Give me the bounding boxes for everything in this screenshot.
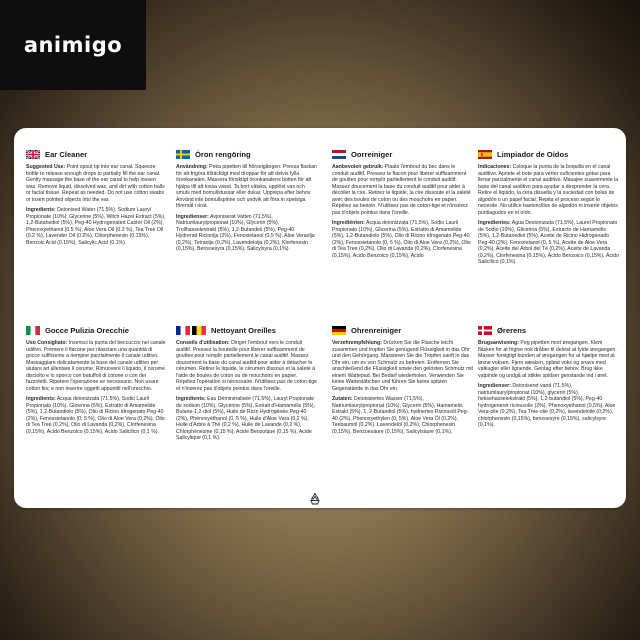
usage-label: Användning: (176, 164, 208, 170)
section-french (176, 324, 317, 446)
usage-text: Point spout tip into ear canal. Squeeze bottle to release enough drops to partially fill the ear canal. Gently massage the base of the ear canal to help loosen wax. Remove liquid, dissolved wax, and dirt with cotton balls or facial tissue. Repeat as needed. Do not use cotton swabs or insert pointed objects into the ear. (26, 164, 165, 203)
usage-paragraph (332, 340, 473, 392)
netherlands-flag-icon (332, 150, 346, 159)
ingredients-text: Acqua deionizzata (71,5%), Sodio Lauril Propionato (10%), Glicerina (5%), Estratto di Amamelide (5%), 1,2-Butandiolo (5%), Olio di Ricino Idrogenato Peg-40 (2%), Fenossietanolo (0, 5 %), Olio di Aloe Vera (0,2%), Olio di Tea Tree (0,2%), Olio di Lavanda (0,2%), Clorfenesina (0,15%), Acido Benzoico (0,15%), Acido Salicilico (0,1 %). (26, 396, 165, 435)
usage-label: Aanbevolen gebruik: (332, 164, 384, 170)
section-title: Ørerens (497, 325, 527, 335)
usage-label: Verzehrempfehlung: (332, 340, 382, 346)
ingredients-label: Ingredients: (26, 396, 56, 402)
section-spanish (478, 148, 619, 270)
brand-logo: animigo (23, 33, 123, 57)
brand-logo-box (0, 0, 146, 90)
ingredients-paragraph (332, 220, 473, 259)
ingredients-paragraph (176, 396, 317, 442)
ingredients-text: Avjoniserat Vatten (71,5%), Natriumlaurylpropionat (10%), Glycerin (5%), Trollhasselextrakt (5%), 1,2-Butandiol (5%), Peg-40 Hydrerad Ricinolja (2%), Fenoxietanol (0,5 %), Aloe Veraolja (0,2%), Tetraolja (0,2%), Lavendelolja (0,2%), Klorfenesin (0,15%), Bensoesyra (0,15%), Salicylsyra (0,1%). (176, 213, 315, 252)
usage-text: Peka pipetten till hörselgången. Pressa flaskan för att frigöra tillräckligt med droppar för att delvis fylla öronkanalen. Massera försiktigt öronkanalens botten för att hjälpa till att lossa vaxet. Ta bort vätska, upplöst vax och smuts med bomullstussar eller dukar. Upprepa efter behov. Använd inte bomullspinne och undvik att föra in spetsiga föremål i örat. (176, 164, 317, 209)
usage-paragraph (176, 340, 317, 392)
ingredients-paragraph (478, 383, 619, 429)
denmark-flag-icon (478, 326, 492, 335)
usage-label: Indicaciones: (478, 164, 512, 170)
ingredients-label: Ingredienser: (478, 383, 511, 389)
germany-flag-icon (332, 326, 346, 335)
usage-paragraph (332, 164, 473, 216)
ingredients-text: Acqua deionizzata (71,5%), Sodio Lauril Propionato (10%), Glicerina (5%), Estratto di Amamelide (5%), 1,2-Butandiolo (5%), Olio di Ricino Idrogenato Peg-40 (2%), Fenossietanolo (0, 5 %), Olio di Aloe Vera (0,2%), Olio di Tea Tree (0,2%), Olio di Lavanda (0,2%), Clorfenesina (0,15%), Acido Benzoico (0,15%), Acido (332, 220, 471, 259)
ingredients-label: Ingredientes: (478, 220, 511, 226)
usage-text: Plaats l'embout du bec dans le conduit auditif. Pressez le flacon pour libérer suffisamment de gouttes pour remplir partiellement le conduit auditif. Massez doucement la base du conduit auditif pour aider à décoller la cire. Retirez le liquide, la cire dissoute et la saleté avec des boules de coton ou des mouchoirs en papier. Répétez au besoin. N'utilisez pas de coton-tige et n'insérez pas d'objets pointus dans l'oreille. (332, 164, 471, 216)
section-title: Nettoyant Oreilles (211, 325, 276, 335)
usage-label: Brugsanvisning: (478, 340, 519, 346)
section-title: Oorreiniger (351, 149, 393, 159)
section-title: Ohrenreiniger (351, 325, 402, 335)
ingredients-label: Ingredients: (26, 207, 56, 213)
usage-text: Coloque la punta de la boquilla en el canal auditivo. Apriete el bote para verter suficientes gotas para llenar parcialmente el canal auditivo. Masajee suavemente la base del canal auditivo para ayudar a desprender la cera. Retire el líquido, la cera disuelta y la suciedad con bolas de algodón o un papel facial. Repita el proceso según lo necesite. No utilice bastoncillos de algodón ni inserte objetos puntiagudos en el oído. (478, 164, 619, 216)
ingredients-paragraph (26, 207, 167, 246)
section-german (332, 324, 473, 439)
section-italian (26, 324, 167, 439)
ingredients-text: Deionised Water (71.5%), Sodium Lauryl Propionate (10%), Glycerine (5%), Witch Hazel Extract (5%), 1,2-Butanediol (5%), Peg-40 Hydrogenated Castor Oil (2%), Phenoxyethanol (0.5 %), Aloe Vera Oil (0.2 %), Tea Tree Oil (0.2 %), Lavender Oil (0.2%), Chlorphenesin (0.15%), Benzoic Acid (0.15%), Salicylic Acid (0.1%). (26, 207, 166, 246)
ingredients-label: Ingrediënten: (332, 220, 365, 226)
uk-flag-icon (26, 150, 40, 159)
section-title: Limpiador de Oídos (497, 149, 569, 159)
usage-text: Diriger l'embout vers le conduit auditif. Pressez la bouteille pour libérer suffisamment de gouttes pour remplir partiellement le canal auditif. Massez doucement la base du canal auditif pour aider à détacher le cérumen. Retirer le liquide, le cérumen dissous et la saleté à l'aide de boules de coton ou de mouchoirs en papier. Répétez l'opération si nécessaire. N'utilisez pas de coton-tige et n'insérez pas d'objets pointus dans l'oreille. (176, 340, 317, 392)
section-danish (478, 324, 619, 433)
ingredients-label: Zutaten: (332, 396, 353, 402)
ingredients-label: Ingredienser: (176, 213, 209, 220)
usage-label: Uso Consigliato: (26, 340, 68, 346)
section-dutch (332, 148, 473, 263)
ingredients-paragraph (176, 214, 317, 253)
spain-flag-icon (478, 150, 492, 159)
usage-paragraph (26, 340, 167, 392)
ingredients-text: Agua Desionizada (71,5%), Laurel Propionato de Sodio (10%), Glicerina (5%), Extracto de Hamamelis (5%), 1,2-Butanediol (5%), Aceite de Ricino Hidrogenado Peg-40 (2%), Fenoxietanol (0, 5 %), Aceite de Aloe Vera (0,2%), Aceite del Árbol del Té (0,2%), Aceite de Lavanda (0,2%), Clorfenesina (0,15%), Ácido Benzoico (0,15%), Ácido Salicílico (0,1%). (478, 220, 619, 265)
section-title: Ear Cleaner (45, 149, 88, 159)
usage-text: Inserisci la punta del beccuccio nel canale uditivo. Premere il flacone per rilasciare una quantità di gocce sufficiente a riempire parzialmente il canale uditivo. Massaggiare delicatamente la base del canale uditivo per aiutare ad allentare il cerume. Rimuovere il liquido, il cerume disciolto e lo sporco con batuffoli di cotone o con dei fazzoletti. Ripetere l'operazione se necessario. Non usare cotton fioc e non inserire oggetti appuntiti nell'orecchio. (26, 340, 166, 392)
italy-flag-icon (26, 326, 40, 335)
ingredients-paragraph (478, 220, 619, 266)
section-swedish (176, 148, 317, 257)
ingredients-paragraph (332, 396, 473, 435)
usage-paragraph (478, 340, 619, 379)
ingredients-text: Deionisiertes Wasser (71,5%), Natriumlaurylpropionat (10%), Glycerin (5%), Hamamelis Extrakt (5%), 1, 2-Butandiol (5%), hydriertes Rizinusöl Peg-40 (2%), Phenoxyethylen (0, 5%), Aloe Vera Öl (0,2%), Teebaumöl (0,2%), Lavendelöl (0,2%), Chlorphenesin (0,15%), Benzoesäure (0,15%), Salicylsäure (0,1%). (332, 396, 469, 435)
france-flag-icon (176, 326, 190, 335)
recycle-icon (308, 492, 322, 506)
ingredients-text: Deioniseret vand (71,5%), natriumlaurylpropionat (10%), glycerin (5%), heksehasselekstrakt (5%), 1,2-butandiol (5%), Peg-40 hydrogeneret ricinusolie (2%), Phenoxyethanol (0,5%), Aloe Vera-olie (0,2%), Tea Tree-olie (0,2%), lavendelolie (0,2%), chlorphenesin (0,15%), benzoesyre (0,15%), salicylsyre (0,1%). (478, 383, 616, 428)
usage-paragraph (26, 164, 167, 203)
label-card (14, 128, 626, 508)
sweden-flag-icon (176, 150, 190, 159)
ingredients-label: Ingrédients: (176, 396, 206, 402)
usage-paragraph (176, 164, 317, 210)
belgium-flag-icon (192, 326, 206, 335)
section-title: Öron rengöring (195, 149, 251, 159)
ingredients-paragraph (26, 396, 167, 435)
usage-text: Peg pipetten mod øregangen. Klem flasken for at frigive nok dråber til delvist at fylde øregangen. Masser forsigtigt bunden af øregangen for at hjælpe med at løsne voksen. Fjern væsken, opløst voks og snavs med vatkugler eller lignende. Gentag efter behov. Brug ikke vatpinde og undgå at stikke spidser genstande ind i øret. (478, 340, 617, 379)
usage-label: Conseils d'utilisation: (176, 340, 230, 346)
ingredients-text: Eau Déminéralisée (71,5%), Lauryl Propionate de sodium (10%), Glycérine (5%), Extrait d'Hamamélis (5%), Butane-1,2-diol (5%), Huile de Ricin Hydrogénée Peg-40 (2%), Phénoxyéthanol (0, 5 %), Huile d'Aloe Vera (0,2 %), Huile d'Arbre à Thé (0,2 %), Huile de Lavande (0,2 %), Chlorphénésine (0,15 %), Acide Benzoïque (0,15 %), Acide Salicylique (0,1 %). (176, 396, 316, 441)
section-english (26, 148, 167, 250)
usage-paragraph (478, 164, 619, 216)
usage-label: Suggested Use: (26, 164, 66, 170)
section-title: Gocce Pulizia Orecchie (45, 325, 129, 335)
usage-text: Drücken Sie die Flasche leicht zusammen und tropfen Sie genügend Flüssigkeit in das Ohr und den Gehörgang. Massieren Sie die Tropfen sanft in das Ohr ein, um es von Schmutz zu befreien. Entfernen Sie anschließend die Flüssigkeit sowie den gelösten Schmutz mit einem Wattepad. Bei Bedarf wiederholen. Verwenden Sie keine Wattestäbchen und führen Sie keine spitzen Gegenstände in das Ohr ein. (332, 340, 473, 392)
